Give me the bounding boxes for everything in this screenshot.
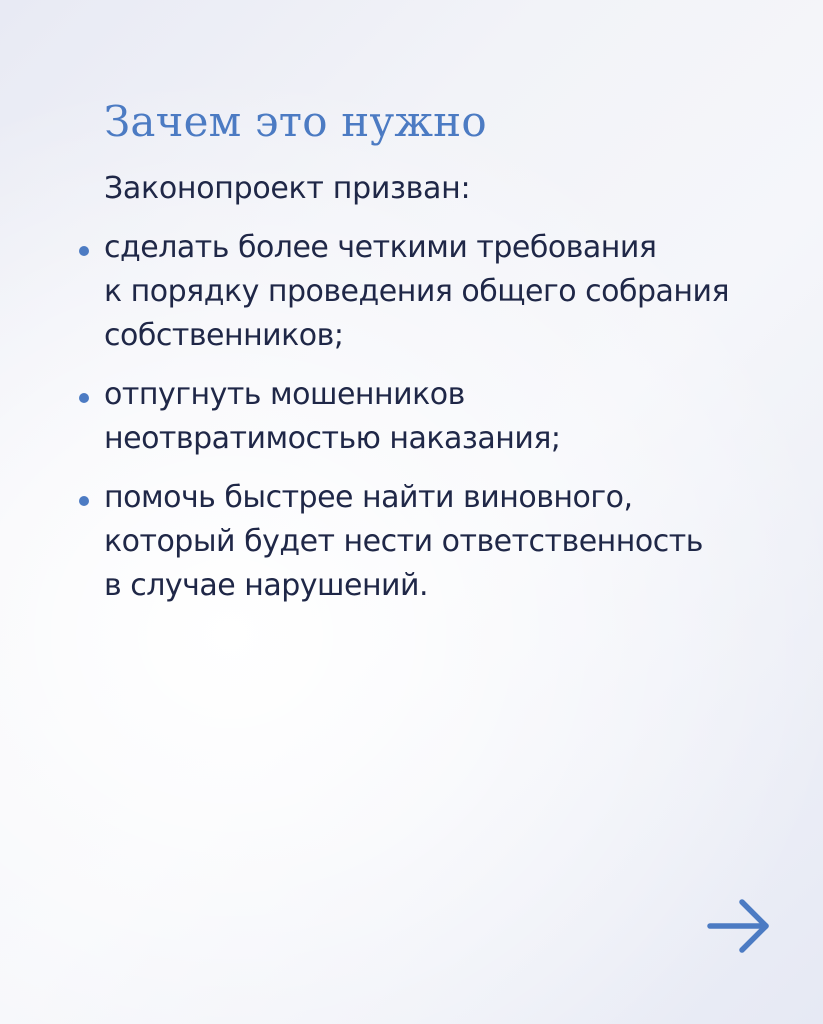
next-slide-button[interactable]	[704, 896, 774, 956]
list-item	[0, 226, 823, 358]
intro-text: Законопроект призван:	[104, 171, 471, 206]
bullet-text-line: сделать более четкими требования	[104, 230, 657, 265]
bullet-dot-icon	[79, 496, 89, 506]
bullet-text-line: помочь быстрее найти виновного,	[104, 480, 633, 515]
bullet-text-line: собственников;	[104, 318, 344, 353]
bullet-text-line: который будет нести ответственность	[104, 524, 703, 559]
slide-title: Зачем это нужно	[104, 97, 487, 146]
list-item	[0, 373, 823, 461]
bullet-list	[0, 226, 823, 623]
arrow-right-icon	[704, 896, 774, 956]
bullet-text-line: к порядку проведения общего собрания	[104, 274, 730, 309]
list-item	[0, 476, 823, 608]
bullet-dot-icon	[79, 246, 89, 256]
bullet-text-line: неотвратимостью наказания;	[104, 421, 561, 456]
bullet-dot-icon	[79, 393, 89, 403]
bullet-text-line: в случае нарушений.	[104, 568, 429, 603]
bullet-text-line: отпугнуть мошенников	[104, 377, 465, 412]
